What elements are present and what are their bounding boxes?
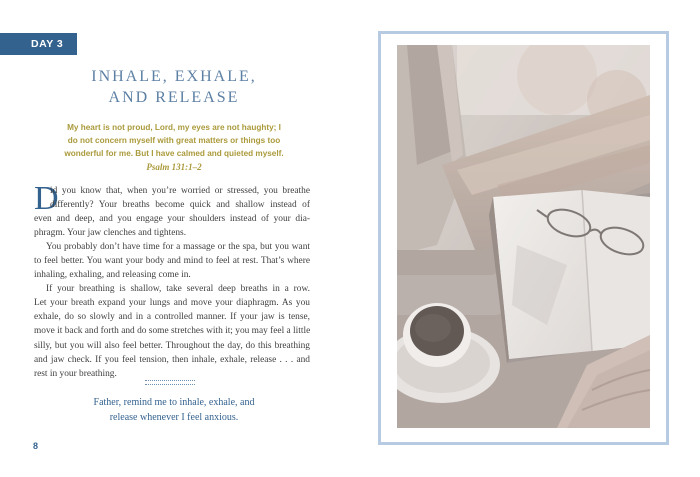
drop-cap: D <box>34 180 59 217</box>
body-line: rest in your breathing. <box>34 368 117 379</box>
title-line-1: INHALE, EXHALE, <box>91 68 257 85</box>
prayer-line: release whenever I feel anxious. <box>109 411 239 423</box>
verse-reference: Psalm 131:1–2 <box>146 161 202 172</box>
body-line: Let your breath expand your lungs and move your diaphragm. As you <box>34 298 310 309</box>
body-line: You probably don’t have time for a massage or the spa, but you want <box>46 242 310 253</box>
body-line: phragm. Your jaw clenches and tightens. <box>34 228 187 239</box>
body-line: and jaw check. If you feel tension, then inhale, exhale, release . . . and <box>34 354 310 365</box>
body-line: exhale, do so slowly and in a controlled manner. If your jaw is tense, <box>34 312 310 323</box>
verse-line: do not concern myself with great matters or things too <box>67 136 281 146</box>
body-line: even and deep, and you engage your shoulders instead of your dia- <box>34 214 310 225</box>
body-line: differently? Your breaths become quick and shallow instead of <box>50 200 310 211</box>
prayer-line: Father, remind me to inhale, exhale, and <box>93 397 255 408</box>
verse-line: My heart is not proud, Lord, my eyes are not haughty; I <box>67 123 281 132</box>
body-text <box>34 180 311 381</box>
body-line: If your breathing is shallow, take several deep breaths in a row. <box>46 284 310 295</box>
body-line: id you know that, when you’re worried or stressed, you breathe <box>50 186 310 196</box>
body-line: silly, but you will also feel better. Throughout the day, do this breathing <box>34 340 310 351</box>
ornamental-divider <box>145 380 195 385</box>
windowsill-book-coffee-photo <box>397 45 650 428</box>
title-line-2: AND RELEASE <box>108 89 240 106</box>
body-line: move it back and forth and do some stretches with it; you may feel a little <box>34 326 311 337</box>
devotion-title <box>34 66 314 108</box>
body-line: to feel better. You want your body and mind to feel at rest. That’s where <box>34 256 310 267</box>
body-line: inhaling, exhaling, and releasing come in. <box>34 270 191 281</box>
day-label-tab: DAY 3 <box>0 33 77 55</box>
closing-prayer <box>62 396 286 425</box>
verse-line: wonderful for me. But I have calmed and quieted myself. <box>64 149 284 159</box>
scripture-verse <box>46 121 302 174</box>
page-number: 8 <box>33 441 39 451</box>
photo-frame <box>378 31 669 445</box>
